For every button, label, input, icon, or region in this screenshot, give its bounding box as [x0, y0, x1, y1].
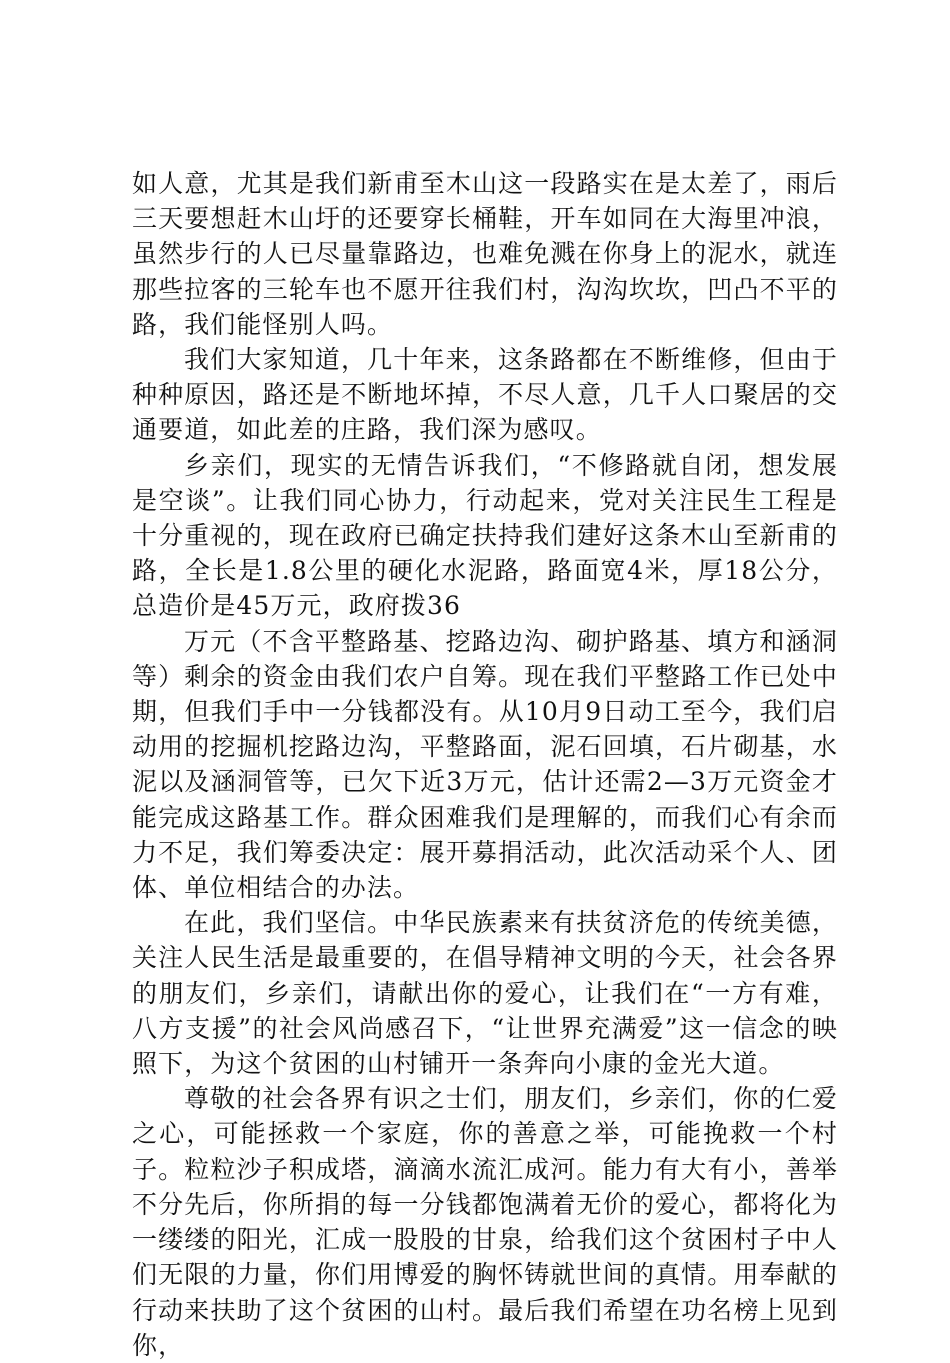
- document-body: [132, 166, 838, 1363]
- paragraph-6: 尊敬的社会各界有识之士们，朋友们，乡亲们，你的仁爱之心，可能拯救一个家庭，你的善意之举，可能挽救一个村子。粒粒沙子积成塔，滴滴水流汇成河。能力有大有小，善举不分先后，你所捐的每一分钱都饱满着无价的爱心，都将化为一缕缕的阳光，汇成一股股的甘泉，给我们这个贫困村子中人们无限的力量，你们用博爱的胸怀铸就世间的真情。用奉献的行动来扶助了这个贫困的山村。最后我们希望在功名榜上见到你，: [132, 1084, 838, 1360]
- paragraph-2: 我们大家知道，几十年来，这条路都在不断维修，但由于种种原因，路还是不断地坏掉，不尽人意，几千人口聚居的交通要道，如此差的庄路，我们深为感叹。: [132, 345, 838, 445]
- paragraph-1: 如人意，尤其是我们新甫至木山这一段路实在是太差了，雨后三天要想赶木山圩的还要穿长桶鞋，开车如同在大海里冲浪，虽然步行的人已尽量靠路边，也难免溅在你身上的泥水，就连那些拉客的三轮车也不愿开往我们村，沟沟坎坎，凹凸不平的路，我们能怪别人吗。: [132, 169, 838, 339]
- paragraph-3: 乡亲们，现实的无情告诉我们，“不修路就自闭，想发展是空谈”。让我们同心协力，行动起来，党对关注民生工程是十分重视的，现在政府已确定扶持我们建好这条木山至新甫的路，全长是1.8公里的硬化水泥路，路面宽4米，厚18公分，总造价是45万元，政府拨36: [132, 450, 838, 621]
- paragraph-4: 万元（不含平整路基、挖路边沟、砌护路基、填方和涵洞等）剩余的资金由我们农户自筹。现在我们平整路工作已处中期，但我们手中一分钱都没有。从10月9日动工至今，我们启动用的挖掘机挖路边沟，平整路面，泥石回填，石片砌基，水泥以及涵洞管等，已欠下近3万元，估计还需2—3万元资金才能完成这路基工作。群众困难我们是理解的，而我们心有余而力不足，我们筹委决定：展开募捐活动，此次活动采个人、团体、单位相结合的办法。: [132, 626, 838, 903]
- paragraph-5: 在此，我们坚信。中华民族素来有扶贫济危的传统美德，关注人民生活是最重要的，在倡导精神文明的今天，社会各界的朋友们，乡亲们，请献出你的爱心，让我们在“一方有难，八方支援”的社会风尚感召下，“让世界充满爱”这一信念的映照下，为这个贫困的山村铺开一条奔向小康的金光大道。: [132, 908, 838, 1079]
